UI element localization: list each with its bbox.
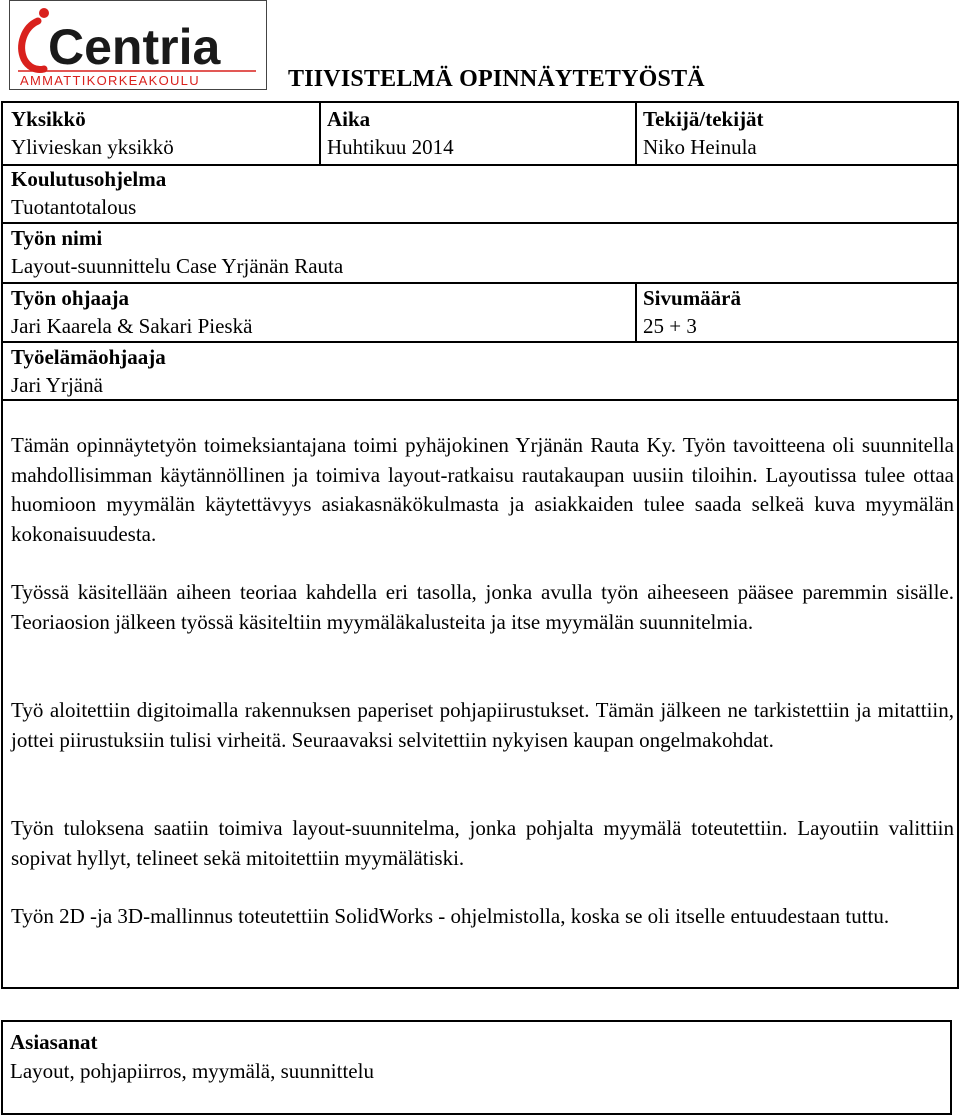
program-value: Tuotantotalous [11,195,137,219]
time-value: Huhtikuu 2014 [327,135,454,159]
work-name-value: Layout-suunnittelu Case Yrjänän Rauta [11,254,344,278]
abstract-paragraph: Työn tuloksena saatiin toimiva layout-suunnitelma, jonka pohjalta myymälä toteutettiin. Layoutiin valittiin sopivat hyllyt, telineet sekä mitoitettiin myymälätiski. [11,816,954,870]
authors-label: Tekijä/tekijät [643,107,764,131]
centria-logo [9,0,267,90]
divider [319,103,321,164]
keywords-box [1,1020,952,1115]
pages-label: Sivumäärä [643,286,742,310]
abstract-box [1,401,959,989]
work-name-cell [11,224,343,280]
time-cell [327,105,454,161]
unit-cell [11,105,174,161]
abstract-paragraph: Tämän opinnäytetyön toimeksiantajana toimi pyhäjokinen Yrjänän Rauta Ky. Työn tavoitteena oli suunnitella mahdollisimman käytännöllinen ja toimiva layout-ratkaisu rautakaupan uusiin tiloihin. Layoutissa tulee ottaa huomioon myymälän käytettävyys asiakasnäkökulmasta ja asiakkaiden tulee saada selkeä kuva myymälän kokonaisuudesta. [11,433,954,546]
authors-cell [643,105,764,161]
authors-value: Niko Heinula [643,135,757,159]
work-supervisor-value: Jari Yrjänä [11,373,103,397]
keywords-value: Layout, pohjapiirros, myymälä, suunnittelu [10,1059,374,1083]
keywords-label: Asiasanat [10,1030,98,1054]
abstract-paragraph: Työn 2D -ja 3D-mallinnus toteutettiin SolidWorks - ohjelmistolla, koska se oli itselle entuudestaan tuttu. [11,904,890,928]
divider [635,341,957,343]
divider [635,282,637,341]
pages-cell [643,284,741,340]
work-name-label: Työn nimi [11,226,103,250]
supervisor-cell [11,284,252,340]
logo-wordmark: Centria [48,19,221,75]
metadata-table [1,101,959,401]
abstract-paragraph: Työ aloitettiin digitoimalla rakennuksen paperiset pohjapiirustukset. Tämän jälkeen ne tarkistettiin ja mitattiin, jottei piirustuksiin tulisi virheitä. Seuraavaksi selvitettiin nykyisen kaupan ongelmakohdat. [11,698,954,752]
centria-logo-mark [10,1,266,89]
unit-value: Ylivieskan yksikkö [11,135,174,159]
time-label: Aika [327,107,371,131]
divider [635,103,637,164]
document-title: TIIVISTELMÄ OPINNÄYTETYÖSTÄ [288,66,705,92]
unit-label: Yksikkö [11,107,86,131]
work-supervisor-label: Työelämäohjaaja [11,345,166,369]
supervisor-label: Työn ohjaaja [11,286,130,310]
logo-subtitle: AMMATTIKORKEAKOULU [20,73,200,88]
work-supervisor-cell [11,343,166,399]
abstract-paragraph: Työssä käsitellään aiheen teoriaa kahdella eri tasolla, jonka avulla työn aiheeseen pääsee paremmin sisälle. Teoriaosion jälkeen työssä käsiteltiin myymäläkalusteita ja itse myymälän suunnitelmia. [11,580,954,634]
program-cell [11,165,166,221]
program-label: Koulutusohjelma [11,167,167,191]
supervisor-value: Jari Kaarela & Sakari Pieskä [11,314,253,338]
pages-value: 25 + 3 [643,314,697,338]
